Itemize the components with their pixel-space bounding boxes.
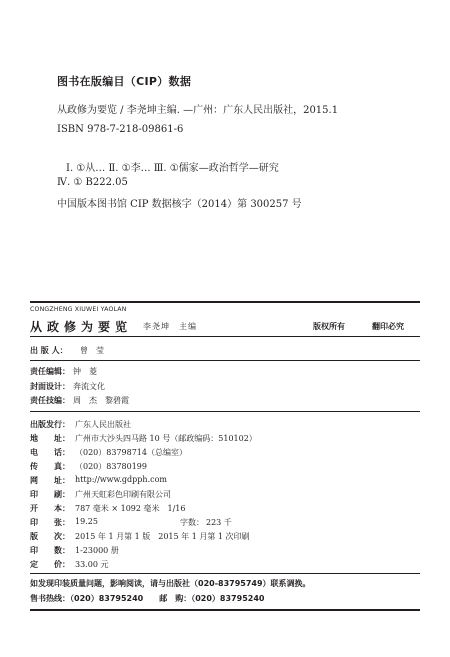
cip-classification: Ⅳ. ① B222.05 [57,177,128,188]
technical-editor-label: 责任技编： [30,396,70,405]
responsible-editor-label: 责任编辑： [30,367,70,376]
price-value: 33.00 元 [75,560,109,569]
distributor-label: 出版发行： [30,420,70,429]
details-rule [30,573,420,574]
cip-subject-headings: Ⅰ. ①从… Ⅱ. ①李… Ⅲ. ①儒家—政治哲学—研究 [66,163,279,174]
anti-piracy-notice: 翻印必究 [372,322,404,331]
format-label: 开 本： [30,504,70,513]
word-count-label: 字数： [180,518,204,527]
publisher-value: 曾 莹 [80,346,104,355]
word-count-value: 223 千 [206,518,232,527]
technical-editor-value: 周 杰 黎碧霞 [73,396,129,405]
cover-design-label: 封面设计： [30,382,70,391]
print-run-value: 1-23000 册 [75,546,119,555]
publisher-label: 出 版 人： [30,346,68,355]
format-value: 787 毫米 × 1092 毫米 1/16 [75,504,186,513]
responsible-editor-value: 钟 菱 [73,367,97,376]
price-label: 定 价： [30,560,70,569]
edition-label: 版 次： [30,532,70,541]
book-editor: 李尧坤 主编 [143,322,197,331]
cip-bibliographic-line: 从政修为要览 / 李尧坤主编. —广州：广东人民出版社，2015.1 [57,105,339,116]
cip-title: 图书在版编目（CIP）数据 [57,75,192,88]
sheets-value: 19.25 [75,517,98,526]
address-value: 广州市大沙头四马路 10 号（邮政编码：510102） [75,434,257,443]
copyright-notice: 版权所有 [313,322,345,331]
top-rule [30,301,420,303]
staff-rule [30,411,420,412]
address-label: 地 址： [30,434,70,443]
book-title: 从政修为要览 [30,320,133,334]
phone-label: 电 话： [30,448,70,457]
edition-value: 2015 年 1 月第 1 版 2015 年 1 月第 1 次印刷 [75,532,250,541]
print-run-label: 印 数： [30,546,70,555]
printer-label: 印 刷： [30,490,70,499]
header-rule [30,336,420,337]
book-title-pinyin: CONGZHENG XIUWEI YAOLAN [30,306,127,313]
printer-value: 广州天虹彩色印刷有限公司 [75,490,171,499]
quality-notice: 如发现印装质量问题，影响阅读，请与出版社（020-83795749）联系调换。 [30,579,311,588]
cip-record-number: 中国版本图书馆 CIP 数据核字（2014）第 300257 号 [57,199,302,210]
website-link[interactable]: http://www.gdpph.com [75,475,167,484]
distributor-value: 广东人民出版社 [75,420,131,429]
publisher-rule [30,360,420,361]
website-label: 网 址： [30,476,70,485]
fax-value: （020）83780199 [75,462,147,471]
sheets-label: 印 张： [30,518,70,527]
bottom-rule [30,609,420,611]
fax-label: 传 真： [30,462,70,471]
cover-design-value: 奔流文化 [73,382,105,391]
phone-value: （020）83798714（总编室） [75,448,187,457]
sales-hotline: 售书热线：（020）83795240 邮 购：（020）83795240 [30,594,265,603]
cip-isbn: ISBN 978-7-218-09861-6 [57,124,184,135]
